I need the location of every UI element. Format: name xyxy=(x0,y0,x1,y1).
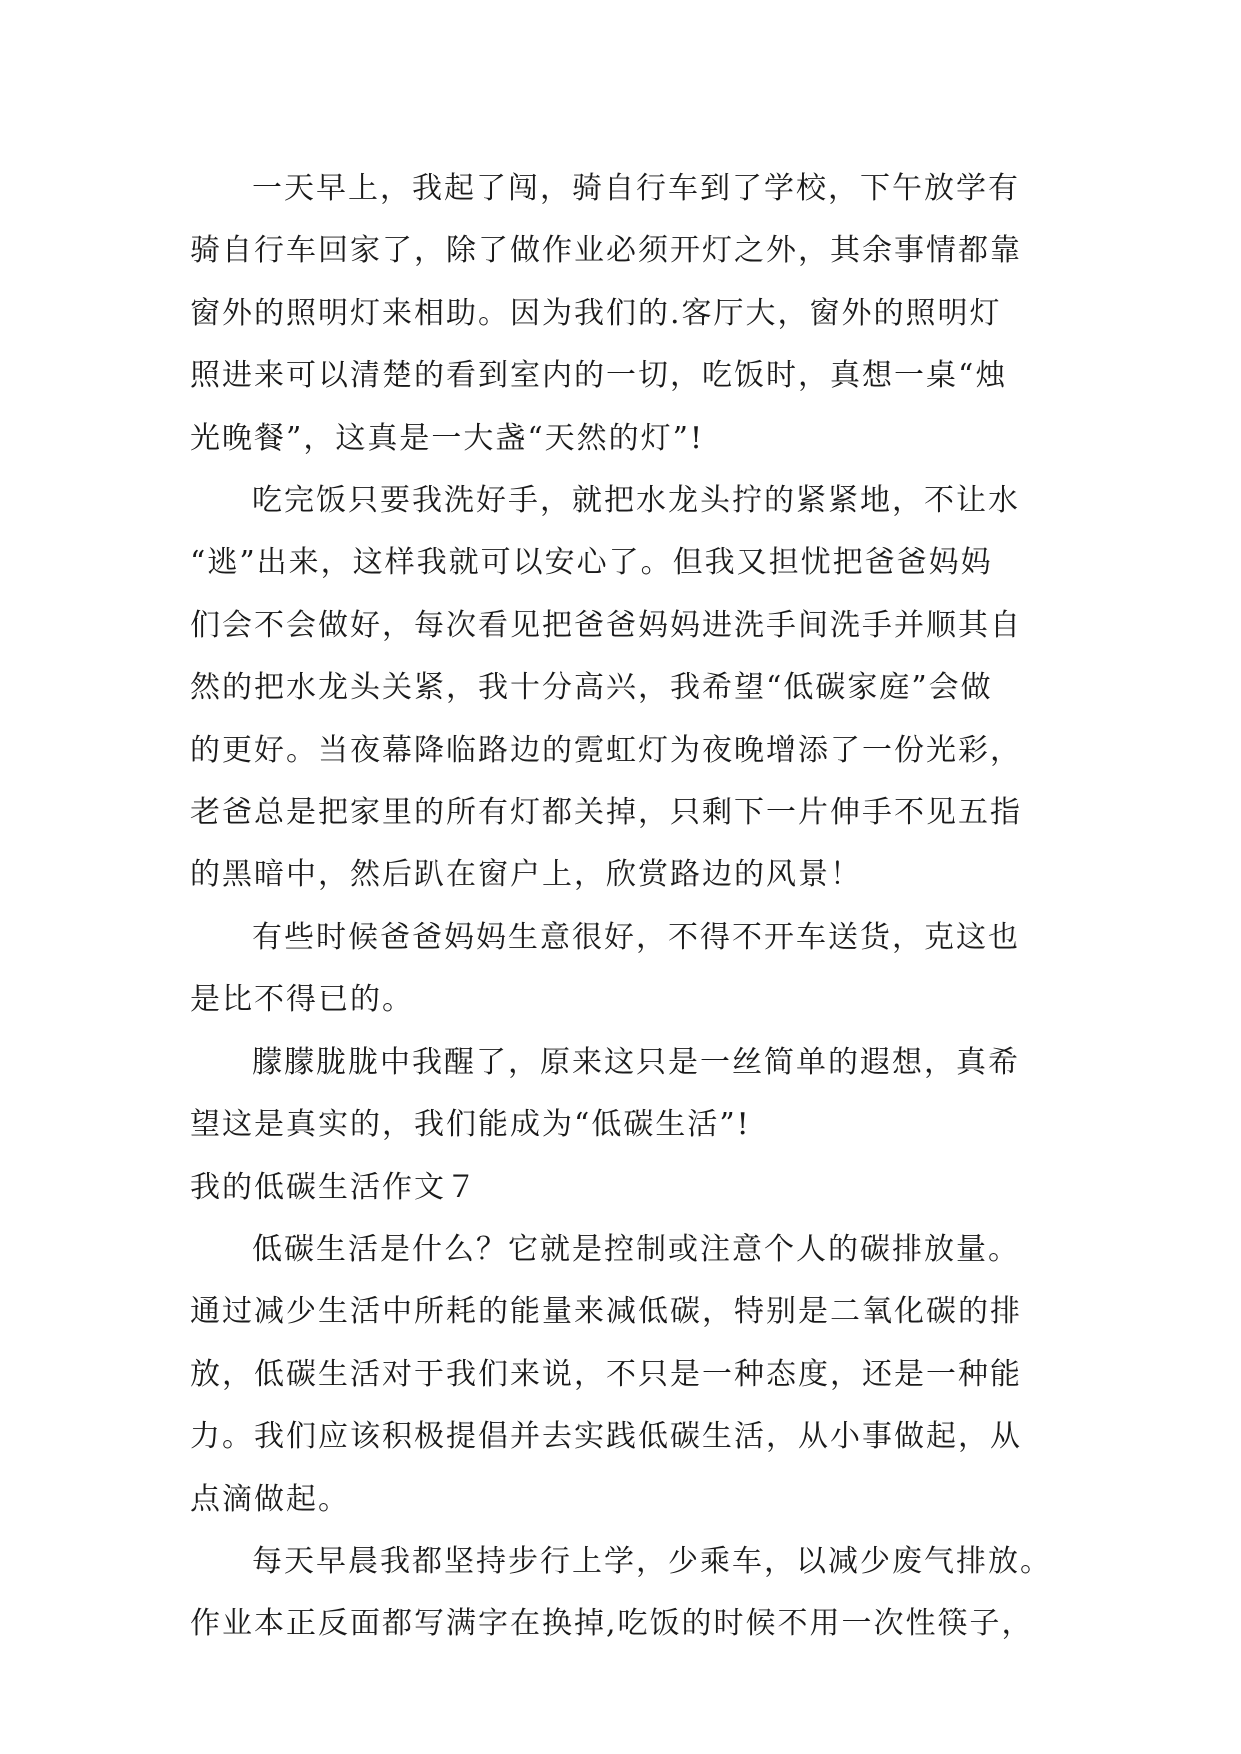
text-line: 有些时候爸爸妈妈生意很好，不得不开车送货，克这也 xyxy=(252,919,1020,955)
text-line: 通过减少生活中所耗的能量来减低碳，特别是二氧化碳的排 xyxy=(190,1294,1022,1330)
text-line: 力。我们应该积极提倡并去实践低碳生活，从小事做起，从 xyxy=(190,1419,1022,1455)
text-line: 是比不得已的。 xyxy=(190,982,414,1018)
text-line: 朦朦胧胧中我醒了，原来这只是一丝简单的遐想，真希 xyxy=(252,1044,1020,1080)
text-line: 窗外的照明灯来相助。因为我们的.客厅大，窗外的照明灯 xyxy=(190,295,1002,331)
paragraph-3 xyxy=(190,907,1050,1032)
text-line: 的更好。当夜幕降临路边的霓虹灯为夜晚增添了一份光彩， xyxy=(190,732,1022,768)
text-line: 望这是真实的，我们能成为“低碳生活”! xyxy=(190,1107,751,1143)
text-line: 点滴做起。 xyxy=(190,1481,350,1517)
paragraph-2 xyxy=(190,470,1050,907)
article-body xyxy=(190,158,1050,1656)
text-line: 一天早上，我起了闯，骑自行车到了学校，下午放学有 xyxy=(252,171,1020,206)
text-line: 的黑暗中，然后趴在窗户上，欣赏路边的风景！ xyxy=(190,857,862,893)
text-line: 骑自行车回家了，除了做作业必须开灯之外，其余事情都靠 xyxy=(190,233,1022,269)
text-line: 照进来可以清楚的看到室内的一切，吃饭时，真想一桌“烛 xyxy=(190,358,1008,394)
text-line: 低碳生活是什么？它就是控制或注意个人的碳排放量。 xyxy=(252,1231,1020,1267)
text-line: 放，低碳生活对于我们来说，不只是一种态度，还是一种能 xyxy=(190,1356,1022,1392)
paragraph-1 xyxy=(190,158,1050,470)
section-paragraph-2 xyxy=(190,1531,1050,1656)
text-line: 作业本正反面都写满字在换掉,吃饭的时候不用一次性筷子， xyxy=(190,1606,1034,1642)
text-line: 光晚餐”，这真是一大盏“天然的灯”! xyxy=(190,420,705,456)
paragraph-4 xyxy=(190,1032,1050,1157)
section-title: 我的低碳生活作文７ xyxy=(190,1169,478,1205)
text-line: “逃”出来，这样我就可以安心了。但我又担忧把爸爸妈妈 xyxy=(190,545,993,581)
section-paragraph-1 xyxy=(190,1219,1050,1531)
text-line: 老爸总是把家里的所有灯都关掉，只剩下一片伸手不见五指 xyxy=(190,795,1022,831)
text-line: 然的把水龙头关紧，我十分高兴，我希望“低碳家庭”会做 xyxy=(190,670,993,706)
text-line: 每天早晨我都坚持步行上学，少乘车，以减少废气排放。 xyxy=(252,1543,1052,1579)
text-line: 吃完饭只要我洗好手，就把水龙头拧的紧紧地，不让水 xyxy=(252,483,1020,519)
text-line: 们会不会做好，每次看见把爸爸妈妈进洗手间洗手并顺其自 xyxy=(190,607,1022,643)
